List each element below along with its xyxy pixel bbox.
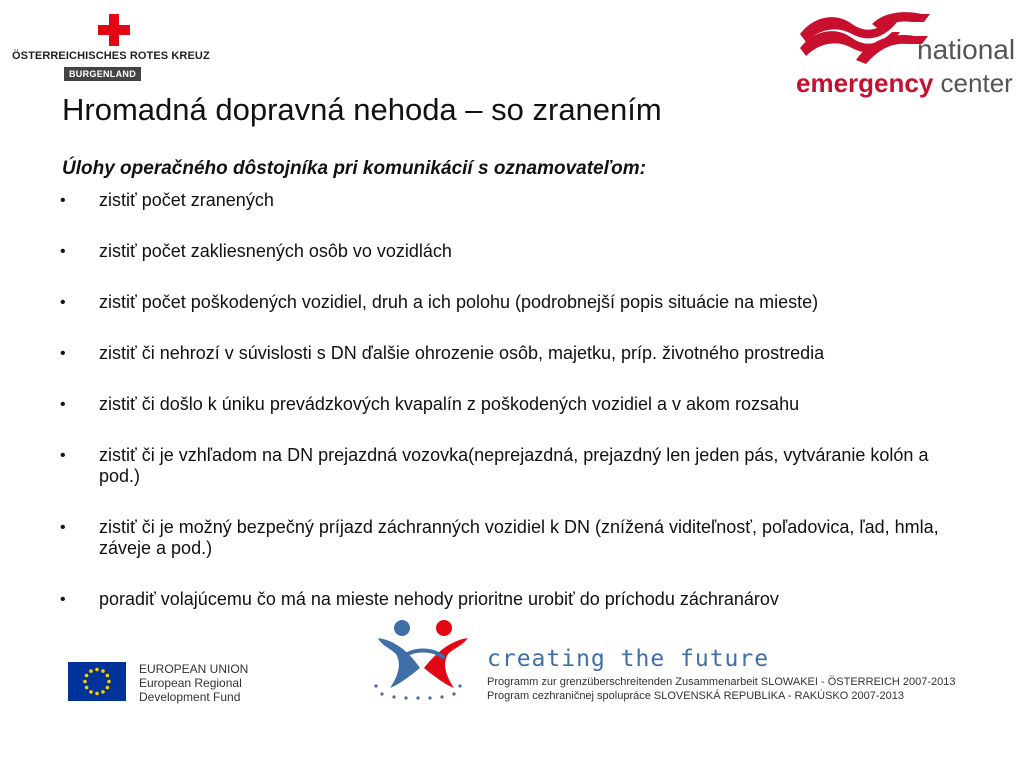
nec-wave-icon — [796, 10, 931, 68]
red-cross-name: ÖSTERREICHISCHES ROTES KREUZ — [12, 50, 210, 62]
task-list — [60, 190, 960, 610]
list-item: • zistiť či nehrozí v súvislosti s DN ďalšie ohrozenie osôb, majetku, príp. životného prostredia — [60, 343, 960, 364]
list-item: • poradiť volajúcemu čo má na mieste nehody prioritne urobiť do príchodu záchranárov — [60, 589, 960, 610]
red-cross-icon — [98, 14, 130, 46]
slide-subtitle: Úlohy operačného dôstojníka pri komunikácií s oznamovateľom: — [62, 158, 646, 179]
list-item: • zistiť či je vzhľadom na DN prejazdná vozovka(neprejazdná, prejazdný len jeden pás, vytváranie kolón a pod.) — [60, 445, 960, 487]
eu-text — [139, 662, 248, 704]
eu-flag-icon — [68, 662, 126, 701]
list-item: • zistiť počet zranených — [60, 190, 960, 211]
list-item: • zistiť počet zakliesnených osôb vo vozidlách — [60, 241, 960, 262]
slide-title: Hromadná dopravná nehoda – so zranením — [62, 92, 662, 127]
nec-emergency-text: emergency center — [796, 68, 1013, 98]
figures-icon — [372, 618, 484, 700]
list-item: • zistiť či došlo k úniku prevádzkových kvapalín z poškodených vozidiel a v akom rozsahu — [60, 394, 960, 415]
creating-future-logo — [372, 618, 972, 708]
nec-logo — [796, 10, 1016, 96]
list-item: • zistiť či je možný bezpečný príjazd záchranných vozidiel k DN (znížená viditeľnosť, poľadovica, ľad, hmla, záveje a pod.) — [60, 517, 960, 559]
nec-national-text: national — [917, 34, 1016, 65]
eu-line-3: Development Fund — [139, 690, 241, 704]
eu-line-2: European Regional — [139, 676, 242, 690]
red-cross-logo — [12, 14, 210, 84]
list-item: • zistiť počet poškodených vozidiel, druh a ich polohu (podrobnejší popis situácie na mieste) — [60, 292, 960, 313]
creating-future-tagline: creating the future — [487, 646, 770, 672]
eu-line-1: EUROPEAN UNION — [139, 662, 249, 676]
red-cross-region: BURGENLAND — [64, 67, 141, 81]
program-line-sk: Program cezhraničnej spolupráce SLOVENSKÁ REPUBLIKA - RAKÚSKO 2007-2013 — [487, 690, 904, 702]
program-line-de: Programm zur grenzüberschreitenden Zusammenarbeit SLOWAKEI - ÖSTERREICH 2007-2013 — [487, 676, 956, 688]
